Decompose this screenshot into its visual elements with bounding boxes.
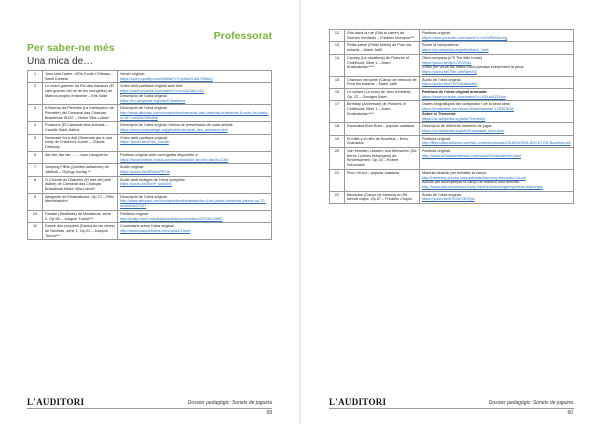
footer-divider: [27, 408, 272, 409]
resource-label: Descripció de l'obra original:: [120, 106, 168, 111]
footer-title: Dossier pedagògic: Sonets de joguina: [187, 400, 272, 406]
table-row: [28, 193, 272, 210]
row-number: 12: [330, 30, 345, 42]
resource-link[interactable]: http://www.allmusic.com/composition/carnaval-das-criancas-brasileiras-8-suite-for-piano-w-157-mc0002356858: [120, 110, 269, 120]
resource-label: Àudio amb imatges de l'obra completa:: [120, 177, 186, 182]
resource-link[interactable]: http://www.ackord.net/acord.php?idioFirstIdaniel/genny/hrem-nillprorgac: [422, 184, 543, 189]
table-row: [330, 54, 574, 76]
table-row: [330, 89, 574, 101]
resource-label: Àudio de l'obra original:: [422, 192, 462, 197]
resource-label: Sobre el Theremin:: [422, 111, 457, 116]
piece-title: O Chicote do Diabinho (El fuet del petit diable) de Carnaval das Crianças Brasileiras Heitor Villa-Lobos*: [43, 176, 118, 193]
piece-title: El follet y el niño de Boceltos – Enric Granados: [345, 135, 420, 147]
piece-title: Petits sabre (Petits follets) de Pour les enfants – Marie Jaëll: [345, 42, 420, 54]
page-number: 60: [567, 410, 573, 416]
resource-link[interactable]: http://files.hallertartunes.com/wp-content/uploads/2018/09/GRA-BOCETOS-Boceltos.pdf: [422, 141, 571, 146]
resource-link[interactable]: https://youtu.be/d7da_oovola: [120, 140, 169, 145]
resource-cell: [420, 169, 574, 191]
row-number: 2: [28, 83, 43, 105]
resources-table: [27, 70, 272, 240]
row-number: 15: [330, 76, 345, 88]
resource-link[interactable]: https://youtu.be/tYVOOAawqdkU: [422, 82, 478, 87]
resource-link[interactable]: https://www.trobem-music.com/en/choral/ale-fan-fan-fan-fa-1164: [120, 157, 228, 162]
piece-title: Jumping Fiffhs (Quintes saltarines) de Játékok – György Kurtág **: [43, 164, 118, 176]
table-row: [28, 164, 272, 176]
piece-title: Von fremden Ländern und Menschen (De terres i pobles estrangers) de Kinderszenen, Op.15 – Robert Schumann: [345, 148, 420, 170]
piece-title: Allegretto de Kinderstücke, Op.72 – Felix Mendelssohn: [43, 193, 118, 210]
resource-link[interactable]: http://www.virtualsheetmusic.com/score/Kinderszenen.html: [422, 153, 521, 158]
row-number: 19: [330, 135, 345, 147]
table-row: [28, 71, 272, 83]
table-row: [28, 151, 272, 163]
row-number: 5: [28, 134, 43, 151]
table-row: [330, 191, 574, 203]
resource-cell: [420, 101, 574, 123]
piece-title: Chanson berçante (Cançó de bressol) de Pour les enfants – Marie Jaëll: [345, 76, 420, 88]
table-row: [28, 223, 272, 240]
resource-link[interactable]: https://youtu.be/EkhP_sn0GhE: [120, 182, 172, 187]
section-subtitle: Una mica de…: [27, 56, 94, 67]
table-row: [28, 83, 272, 105]
piece-title: Birthday (Aniversari) de Pictures of Childhood, llibre 1 – Aram Khatxaturian****: [345, 101, 420, 123]
section-title: Per saber-ne més: [27, 42, 115, 54]
table-row: [330, 148, 574, 170]
resource-link[interactable]: https://prolfshere.com/Aram-Khatchaturian-1333/DE/W: [422, 107, 515, 112]
auditori-logo: L'AUDITORI: [329, 397, 387, 407]
row-number: 17: [330, 101, 345, 123]
resource-label: Descripció de l'obra original:: [120, 93, 168, 98]
resource-cell: [118, 164, 272, 176]
table-row: [28, 176, 272, 193]
resource-link[interactable]: http://harmony-surveo.com/activiats/harmony-encuisto-i-fa-sol: [422, 175, 526, 180]
resource-label: Vídeo per veure les mans d'una pianista interpretant la peça:: [422, 65, 525, 70]
resource-label: Material didàctic per treballar la cançó:: [422, 170, 487, 175]
resource-cell: [118, 71, 272, 83]
resource-label: Partitura original:: [120, 211, 149, 216]
resource-label: Partitura original:: [422, 136, 451, 141]
row-number: 14: [330, 54, 345, 76]
resource-cell: [118, 122, 272, 134]
resource-label: Versió original:: [120, 72, 145, 76]
resource-link[interactable]: https://ca.wikipedia.org/wiki/Escarabat_bum-bum: [422, 128, 505, 133]
row-number: 22: [330, 191, 345, 203]
row-number: 8: [28, 176, 43, 193]
auditori-logo: L'AUDITORI: [27, 397, 85, 407]
row-number: 18: [330, 123, 345, 135]
resource-cell: [118, 83, 272, 105]
piece-title: Cavalry (La cavalleria) de Pictures of Childhood, llibre 1 – Aram Khatxaturian****: [345, 54, 420, 76]
row-number: 1: [28, 71, 43, 83]
resource-link[interactable]: https://youtu.be/7Me-uWRqhWQ: [422, 69, 477, 74]
resource-link[interactable]: https://www.youtube.com/watch?v=m4Jp7aKLn10: [120, 89, 204, 94]
row-number: 6: [28, 151, 43, 163]
resource-cell: [420, 148, 574, 170]
row-number: 4: [28, 122, 43, 134]
table-row: [330, 76, 574, 88]
right-page: [301, 0, 600, 424]
table-row: [330, 42, 574, 54]
resource-label: Vídeo amb partitura original:: [120, 135, 168, 140]
resource-label: Descripció de l'obra original i textos de presentació de cada animal:: [120, 123, 234, 128]
resource-cell: [420, 191, 574, 203]
resource-label: Descripció de diferents maneres de jugar:: [422, 124, 493, 129]
table-row: [28, 105, 272, 122]
table-row: [330, 135, 574, 147]
resource-link[interactable]: https://www.youtube.com/watch?v=X5XaXQ2Xnw: [422, 94, 506, 99]
resource-label: Àudio original:: [120, 165, 145, 170]
resource-label: Obra completa (n°9 The little horse): [422, 55, 483, 60]
resource-cell: [118, 176, 272, 193]
table-row: [28, 210, 272, 222]
resource-link[interactable]: https://ca.wikipedia.org/wiki/Marie_Jaëll: [422, 48, 489, 53]
piece-title: Gris dans la rue (Gits al carrer) de Scènes d'enfants – Frederic Mompou***: [345, 30, 420, 42]
piece-title: Serenade for a doll (Serenata per a una nina) de Children's corner – Claude Debussy: [43, 134, 118, 151]
row-number: 13: [330, 42, 345, 54]
resource-link[interactable]: http://www.joaquinturina.com/opus21.html: [120, 228, 191, 233]
table-row: [330, 169, 574, 191]
resource-label: Comentaris sobre l'obra original:: [120, 224, 175, 229]
piece-title: A Marcha da Pierrette (La marieparno de Pierrette) del Carnaval das Crianças Brasileiras W157 – Heitor Villa-Lobos*: [43, 105, 118, 122]
resource-cell: [118, 210, 272, 222]
footer-divider: [329, 408, 574, 409]
page-heading: Professorat: [213, 30, 272, 42]
piece-title: Plou i fa sol – popular catalana: [345, 169, 420, 191]
piece-title: Le voilant (La roda) de Jeux d'enfants, Op. 22 – Georges Bizet: [345, 89, 420, 101]
resource-link[interactable]: https://en.wikipedia.org/wiki/Enfantines: [120, 98, 186, 103]
resource-label: Sobre la compositora:: [422, 43, 459, 48]
resource-link[interactable]: http://www.allmusic.com/composition/kinderstucke-6-for-piano-christmas-pieces-op-72-mc0000627107: [120, 199, 266, 209]
resource-label: Vídeo amb partitura original amb text:: [120, 84, 184, 89]
resource-label: Àudio de l'obra original:: [422, 77, 462, 82]
resource-cell: [420, 76, 574, 88]
piece-title: Joes sela l'arbre, d'Els Coufs i l'Stesso – Santi Cantela: [43, 71, 118, 83]
resource-link[interactable]: https://ca.wikipedia.org/wiki/Theremin: [422, 116, 486, 121]
resource-cell: [420, 123, 574, 135]
row-number: 21: [330, 169, 345, 191]
piece-title: Ale fan, fan fan,… – Joan Llongueres: [43, 151, 118, 163]
resource-link[interactable]: https://youtu.be/EOOzF2EHQw: [422, 197, 475, 202]
row-number: 10: [28, 210, 43, 222]
table-row: [330, 30, 574, 42]
piece-title: Poissons (El Carnaval dels animals – Camille Saint-Saëns: [43, 122, 118, 134]
table-row: [28, 134, 272, 151]
resource-cell: [118, 223, 272, 240]
row-number: 7: [28, 164, 43, 176]
resource-label: Partitura original:: [422, 31, 451, 35]
resource-label: Acords per acompanyar la cançó de manera molt senzilla:: [422, 180, 520, 185]
resources-table: [329, 29, 574, 204]
row-number: 20: [330, 148, 345, 170]
row-number: 16: [330, 89, 345, 101]
resource-cell: [118, 151, 272, 163]
resource-cell: [420, 42, 574, 54]
resource-link[interactable]: http://imslp.nwch.edu/linkplus/fella/composition/2FS3A1S682: [120, 216, 223, 221]
piece-title: Berceuse (Cançó de bressol) en Re bemoll major, Op.57 – Frédéric Chopin: [345, 191, 420, 203]
piece-title: Escarabat Bum Bum – popular catalana: [345, 123, 420, 135]
resource-cell: [420, 135, 574, 147]
resource-label: Dades biogràfiques del compositor i de la seva obra:: [422, 102, 511, 107]
resource-cell: [118, 134, 272, 151]
resource-link[interactable]: https://youtu.be/8pX7ZVZSkc: [422, 60, 472, 65]
resource-label: Partitura original:: [422, 149, 451, 154]
resource-link[interactable]: https://www.youtube.com/watch?v=ovSzRW0boXg: [422, 35, 508, 40]
resource-cell: [118, 193, 272, 210]
resource-cell: [420, 54, 574, 76]
row-number: 9: [28, 193, 43, 210]
resource-cell: [118, 105, 272, 122]
resource-label: Descripció de l'obra original:: [120, 194, 168, 199]
resource-cell: [420, 30, 574, 42]
resource-label: Partitura original amb coreografia disponible a:: [120, 152, 199, 157]
piece-title: Le chant guerrier du Roi des hanacos (El cant guerrer del rei de les mongetes) de Mamos proprio enfantine – Erik Satie: [43, 83, 118, 105]
row-number: 11: [28, 223, 43, 240]
resource-label: Partitura de l'obra original arranada:: [422, 90, 488, 95]
resource-link[interactable]: https://open.spotify.com/intl/8fa7YCXy5Ad/Ld0Li7B8cQ: [120, 76, 213, 81]
table-row: [330, 101, 574, 123]
piece-title: Parade (Desfilada) de Miniaturas, sèrie 2, Op.56 – Joaquín Turina***: [43, 210, 118, 222]
row-number: 3: [28, 105, 43, 122]
resource-cell: [420, 89, 574, 101]
table-row: [330, 123, 574, 135]
resource-link[interactable]: https://www.musicaleige.org/pbnimi/carnaval_des_animaux.html: [120, 128, 228, 133]
page-number: 59: [266, 410, 272, 416]
left-page: [0, 0, 299, 424]
table-row: [28, 122, 272, 134]
resource-link[interactable]: https://youtu.be/3lRUhxFR7ia: [120, 169, 170, 174]
piece-title: Danse des poupées (Dansa de les nines) de Nòvetas, sèrie 1, Op.21 – Joaquín Turina***: [43, 223, 118, 240]
footer-title: Dossier pedagògic: Sonets de joguina: [488, 400, 573, 406]
